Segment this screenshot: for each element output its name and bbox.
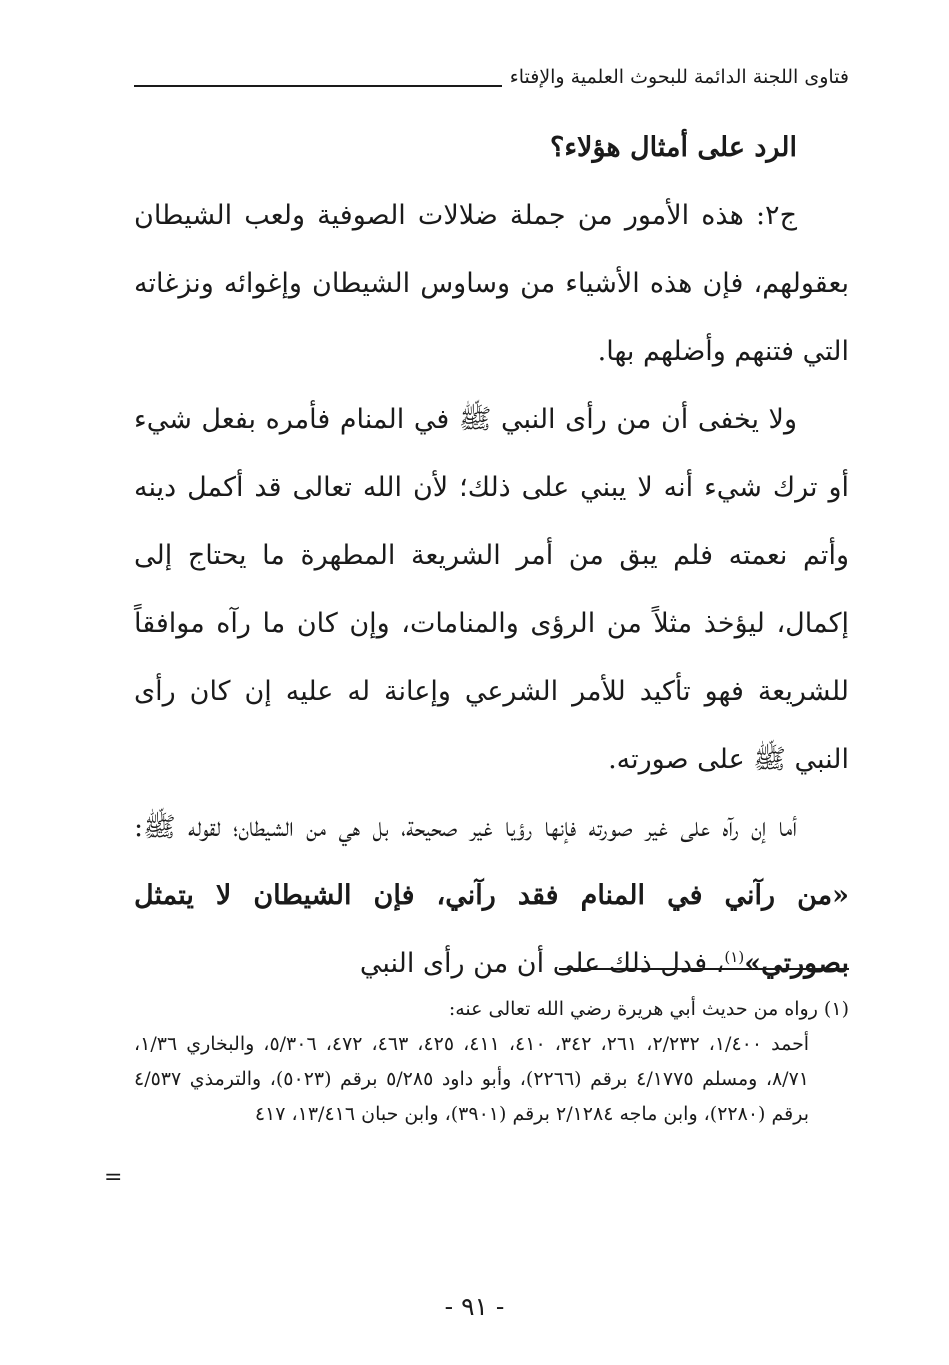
footnote-separator [559, 968, 849, 970]
footnote-1-references: أحمد ١/٤٠٠، ٢/٢٣٢، ٢٦١، ٣٤٢، ٤١٠، ٤١١، ٤٢٥، ٤٦٣، ٤٧٢، ٥/٣٠٦، والبخاري ١/٣٦، ٨/٧١، ومسلم ٤/١٧٧٥ برقم (٢٢٦٦)، وأبو داود ٥/٢٨٥ برقم (٥٠٢٣)، والترمذي ٤/٥٣٧ برقم (٢٢٨٠)، وابن ماجه ٢/١٢٨٤ برقم (٣٩٠١)، وابن حبان ١٣/٤١٦، ٤١٧ [134, 1033, 810, 1125]
main-text [134, 114, 849, 998]
running-header [134, 58, 849, 92]
answer-paragraph-1: ج٢: هذه الأمور من جملة ضلالات الصوفية ولعب الشيطان بعقولهم، فإن هذه الأشياء من وساوس الشيطان وإغوائه ونزغاته التي فتنهم وأضلهم بها. [134, 200, 849, 367]
footnote-continuation-mark: = [104, 1165, 123, 1190]
running-header-title: فتاوى اللجنة الدائمة للبحوث العلمية والإفتاء [509, 66, 849, 88]
question-tail: الرد على أمثال هؤلاء؟ [550, 132, 797, 163]
answer-paragraph-2: ولا يخفى أن من رأى النبي ﷺ في المنام فأمره بفعل شيء أو ترك شيء أنه لا يبني على ذلك؛ لأن الله تعالى قد أكمل دينه وأتم نعمته فلم يبق من أمر الشريعة المطهرة ما يحتاج إلى إكمال، ليؤخذ مثلاً من الرؤى والمنامات، وإن كان ما رآه موافقاً للشريعة فهو تأكيد للأمر الشرعي وإعانة له عليه إن كان رأى النبي ﷺ على صورته. [134, 404, 849, 775]
header-rule [134, 85, 502, 87]
footnote-1-intro: (١) رواه من حديث أبي هريرة رضي الله تعالى عنه: [448, 998, 849, 1020]
footnote-reference[interactable]: (١) [724, 948, 745, 966]
hadith-quote: «من رآني في المنام فقد رآني، فإن الشيطان لا يتمثل بصورتي» [134, 880, 849, 979]
page-number: - ٩١ - [444, 1292, 505, 1321]
paragraph-3-lead: أما إن رآه على غير صورته فإنها رؤيا غير صحيحة، بل هي من الشيطان؛ لقوله ﷺ: [134, 812, 797, 843]
paragraph-3-tail: ، فدل ذلك على أن من رأى النبي [359, 948, 725, 979]
footnotes [134, 992, 849, 1132]
